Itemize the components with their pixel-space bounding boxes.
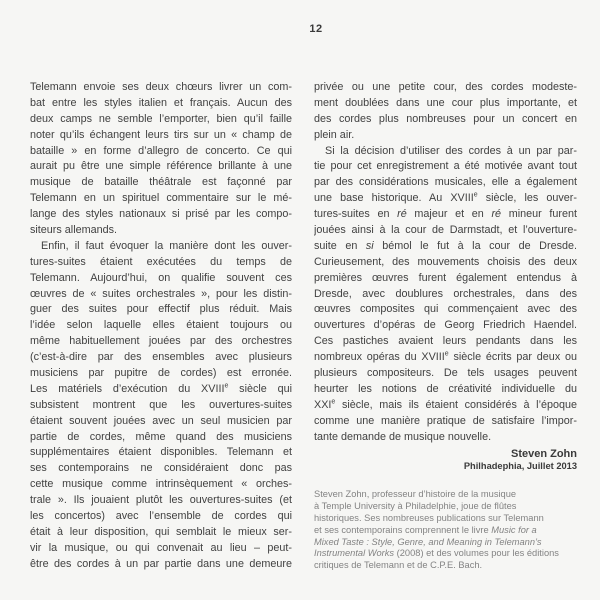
text-line: plusieurs compositeurs. De tels usages peuvent [314,367,577,380]
right-column-text [314,80,577,445]
left-column [30,80,292,573]
text-line: suite en si bémol le fut à la cour de Dresde. [314,239,577,252]
text-line: lange des styles nationaux si prisé par les compo- [30,208,292,221]
text-line: Dresde, avec doublures orchestrales, dans des [314,287,577,300]
text-line: Ces pastiches avaient leurs pendants dans les [314,335,577,348]
text-line: (c’est-à-dire par des ensembles avec plusieurs [30,351,292,364]
text-line: deux camps ne semble l’emporter, bien qu’il faille [30,112,292,125]
text-line: heurter les notions de créativité individuelle du [314,382,577,395]
text-line: tures-suites étaient exécutées du temps de [30,255,292,268]
text-line: par des considérations musicales, elle a également [314,176,577,189]
text-line: ses contemporains ne considéraient donc pas [30,462,292,475]
text-line: critiques de Telemann et de C.P.E. Bach. [314,560,483,571]
text-line: œuvres de « suites orchestrales », pour les distin- [30,287,292,300]
text-line: nombreux opéras du XVIIIe siècle écrits par deux ou [314,350,577,364]
text-line: étaient souvent jouées avec un seul musicien par [30,414,292,427]
text-line: Enfin, il faut évoquer la manière dont les ouver- [41,239,292,252]
signature-name: Steven Zohn [510,448,577,461]
text-line: musiciens par pupitre de cordes) est erronée. [30,367,292,380]
text-line: comme une manière pratique de satisfaire l’impor- [314,414,577,427]
text-line: l’idée selon laquelle elles étaient toujours ou [30,319,292,332]
text-line: premières œuvres furent également entendus à [314,271,577,284]
text-line: partie de cordes, même quand des musiciens [30,430,292,443]
text-line: musique de bataille théâtrale est façonné par [30,176,292,189]
text-line: privée ou une petite cour, des cordes modeste- [314,81,577,93]
text-line: œuvres composites qui commençaient avec des [314,303,577,316]
text-line: même habituellement jouées par des orchestres [30,335,292,348]
text-line: Les matériels d’exécution du XVIIIe siècle qui [30,382,292,395]
text-line: aurait pu être une simple référence brillante à une [30,160,292,173]
text-line: tures-suites en ré majeur et en ré mineur furent [314,208,577,221]
text-line: et ses contemporains comprennent le livre Music for a [314,524,537,535]
text-line: des cordes plus nombreuses pour un concert en [314,112,577,125]
text-line: ouvertures d’opéras de Georg Friedrich Haendel. [314,319,577,332]
text-line: XXIe siècle, mais ils étaient considérés à l’époque [314,398,577,411]
text-line: trale ». Ils jouaient plutôt les ouvertures-suites (et [30,494,292,507]
text-line: historiques. Ses nombreuses publications sur Telemann [314,513,544,524]
text-line: subsistent montrent que les ouvertures-suites [30,398,292,411]
text-line: Si la décision d’utiliser des cordes à un par par- [325,144,577,157]
text-line: tante demande de musique nouvelle. [314,430,492,443]
text-line: bataille » en forme d’allegro de concerto. Ce qui [30,144,292,157]
text-line: Steven Zohn, professeur d’histoire de la musique [314,489,517,500]
author-bio [314,489,577,572]
text-line: plein air. [314,128,355,141]
text-line: bat entre les styles italien et français. Aucun des [30,96,292,109]
text-line: cette musique comme intrinsèquement « orches- [30,478,292,491]
text-line: siteurs allemands. [30,224,118,237]
text-line: était à leur disposition, qui semblait le mieux ser- [30,525,292,538]
page-number: 12 [309,23,323,35]
text-line: Telemann en un spirituel commentaire sur le mé- [30,192,292,205]
signature-place-date: Philhadephia, Juillet 2013 [463,461,577,472]
text-line: les concertos) avec l’ensemble de cordes qui [30,510,292,523]
text-line: supplémentaires étaient disponibles. Telemann et [30,446,292,459]
text-line: Telemann. Aujourd’hui, on qualifie souvent ces [30,271,292,284]
text-line: Telemann envoie ses deux chœurs livrer un com- [30,81,292,93]
text-line: vir la musique, ou qui convenait au lieu – peut- [30,541,292,554]
text-line: jouées ainsi à la cour de Darmstadt, et l’ouverture- [314,224,577,237]
text-line: ment doublées dans une cour plus importante, et [314,96,577,109]
text-line: une base historique. Au XVIIIe siècle, les ouver- [314,191,577,205]
text-line: être des cordes à un par partie dans une demeure [30,557,292,570]
signature-block [314,447,577,472]
text-line: Mixed Taste : Style, Genre, and Meaning in Telemann’s [314,536,542,547]
text-line: guer des suites pour effectif plus réduit. Mais [30,303,292,316]
text-line: tie pour cet enregistrement a été motivée avant tout [314,160,577,173]
right-column [314,80,577,572]
text-line: Instrumental Works (2008) et des volumes pour les éditions [314,548,559,559]
text-line: Curieusement, des mouvements choisis des deux [314,255,577,268]
text-line: noter qu’ils échangent leurs tirs sur un « champ de [30,128,292,141]
text-line: à Temple University à Philadelphie, joue de flûtes [314,501,517,512]
